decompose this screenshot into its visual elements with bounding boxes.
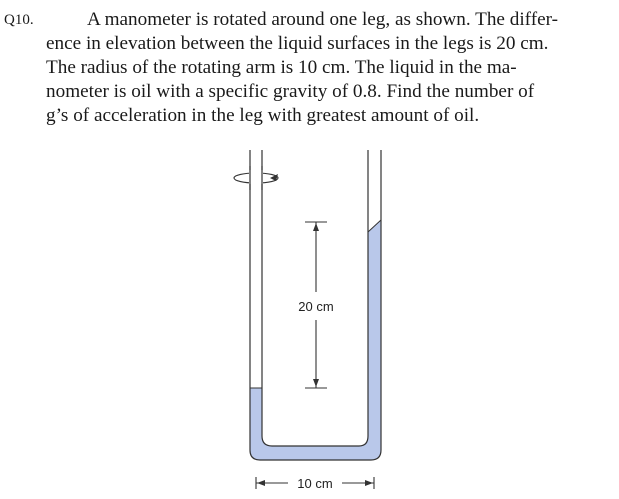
elevation-label: 20 cm [298, 299, 334, 314]
rotation-arrow-icon [234, 166, 278, 190]
question-line-1: A manometer is rotated around one leg, as shown. The differ- [87, 9, 559, 30]
tube-inner-wall [262, 150, 368, 446]
question-line-3: The radius of the rotating arm is 10 cm. The liquid in the ma- [46, 57, 517, 78]
question-number: Q10. [4, 12, 34, 28]
question-line-5: g’s of acceleration in the leg with greatest amount of oil. [46, 105, 480, 126]
radius-label: 10 cm [297, 476, 333, 491]
question-line-2: ence in elevation between the liquid surfaces in the legs is 20 cm. [46, 33, 549, 54]
question-line-4: nometer is oil with a specific gravity of 0.8. Find the number of [46, 81, 535, 102]
